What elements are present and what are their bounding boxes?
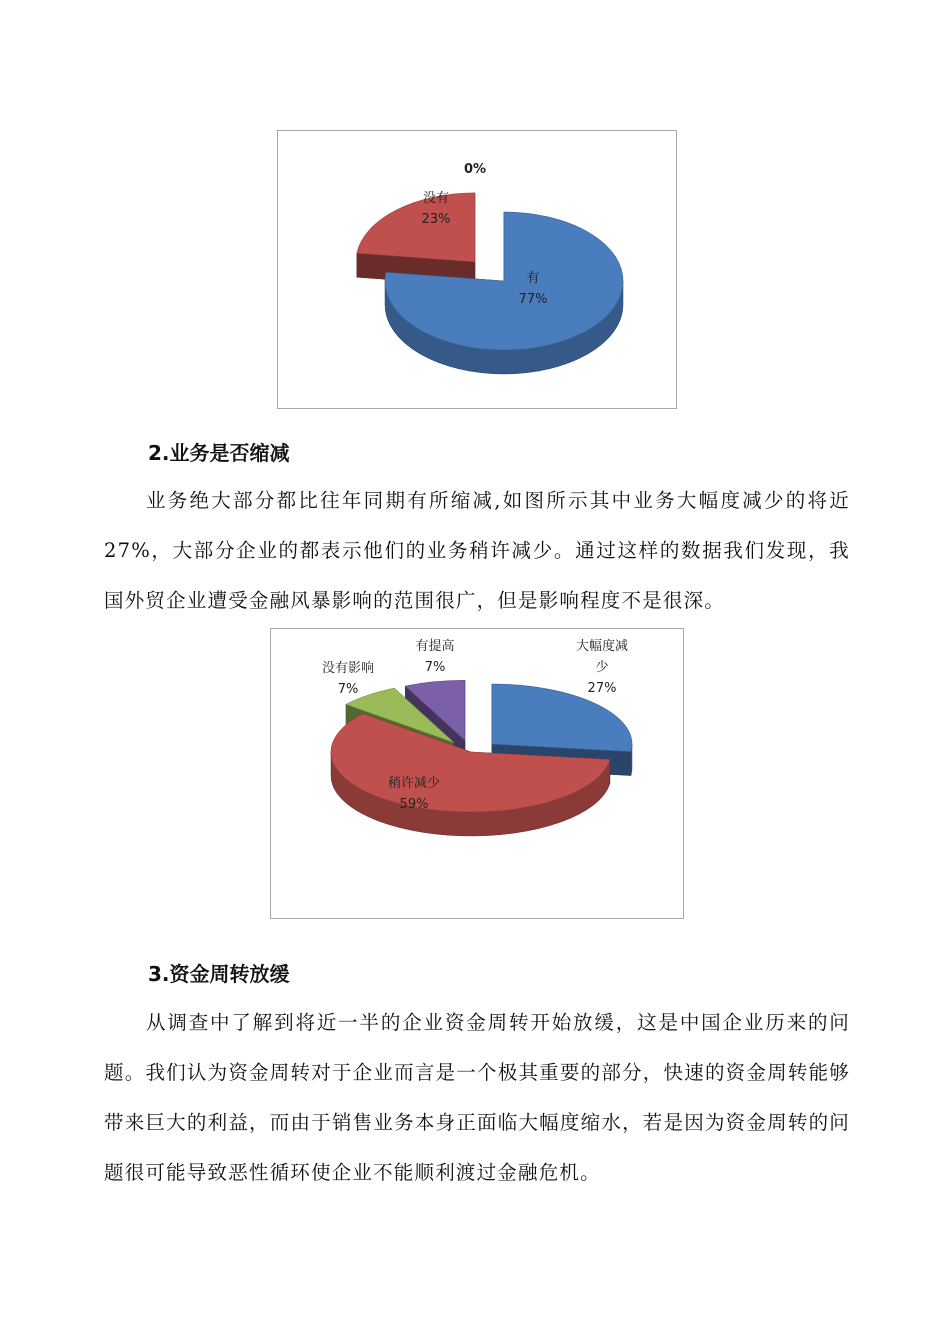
pie-slice-1-category-label: 有: [526, 271, 540, 286]
pie-slice-3-value-label: 0%: [463, 162, 487, 177]
pie-slice-1-value-label: 27%: [587, 681, 617, 696]
pie-chart-business-reduction: [270, 628, 684, 919]
pie-slice-4-category-label: 有提高: [415, 639, 455, 654]
pie-slice-1-category-label: 少: [595, 660, 609, 675]
pie-slice-2-value-label: 59%: [399, 797, 429, 812]
section-heading-capital-turnover: 3.资金周转放缓: [148, 962, 290, 986]
pie-slice-1-value-label: 77%: [518, 292, 548, 307]
pie-slice-2-category-label: 没有: [422, 191, 450, 206]
section-paragraph-capital-turnover: 从调查中了解到将近一半的企业资金周转开始放缓，这是中国企业历来的问题。我们认为资金周转对于企业而言是一个极其重要的部分，快速的资金周转能够带来巨大的利益，而由于销售业务本身正面临大幅度缩水，若是因为资金周转的问题很可能导致恶性循环使企业不能顺利渡过金融危机。: [104, 1011, 850, 1184]
pie-slice-1-category-label: 大幅度减: [575, 639, 629, 654]
pie-slice-3-category-label: 没有影响: [321, 661, 375, 676]
section-heading-business-reduction: 2.业务是否缩减: [148, 441, 290, 465]
pie-slice-2-category-label: 稍许减少: [387, 776, 441, 791]
pie-chart-1-svg: [278, 131, 676, 408]
pie-slice-2-top: [357, 193, 475, 262]
pie-chart-contraction-yes-no: [277, 130, 677, 409]
section-paragraph-business-reduction: 业务绝大部分都比往年同期有所缩减,如图所示其中业务大幅度减少的将近27%，大部分企业的都表示他们的业务稍许减少。通过这样的数据我们发现，我国外贸企业遭受金融风暴影响的范围很广，但是影响程度不是很深。: [104, 489, 850, 612]
pie-slice-4-value-label: 7%: [424, 660, 446, 675]
pie-chart-2-svg: [271, 629, 683, 918]
pie-slice-2-value-label: 23%: [421, 212, 451, 227]
pie-slice-3-value-label: 7%: [337, 682, 359, 697]
